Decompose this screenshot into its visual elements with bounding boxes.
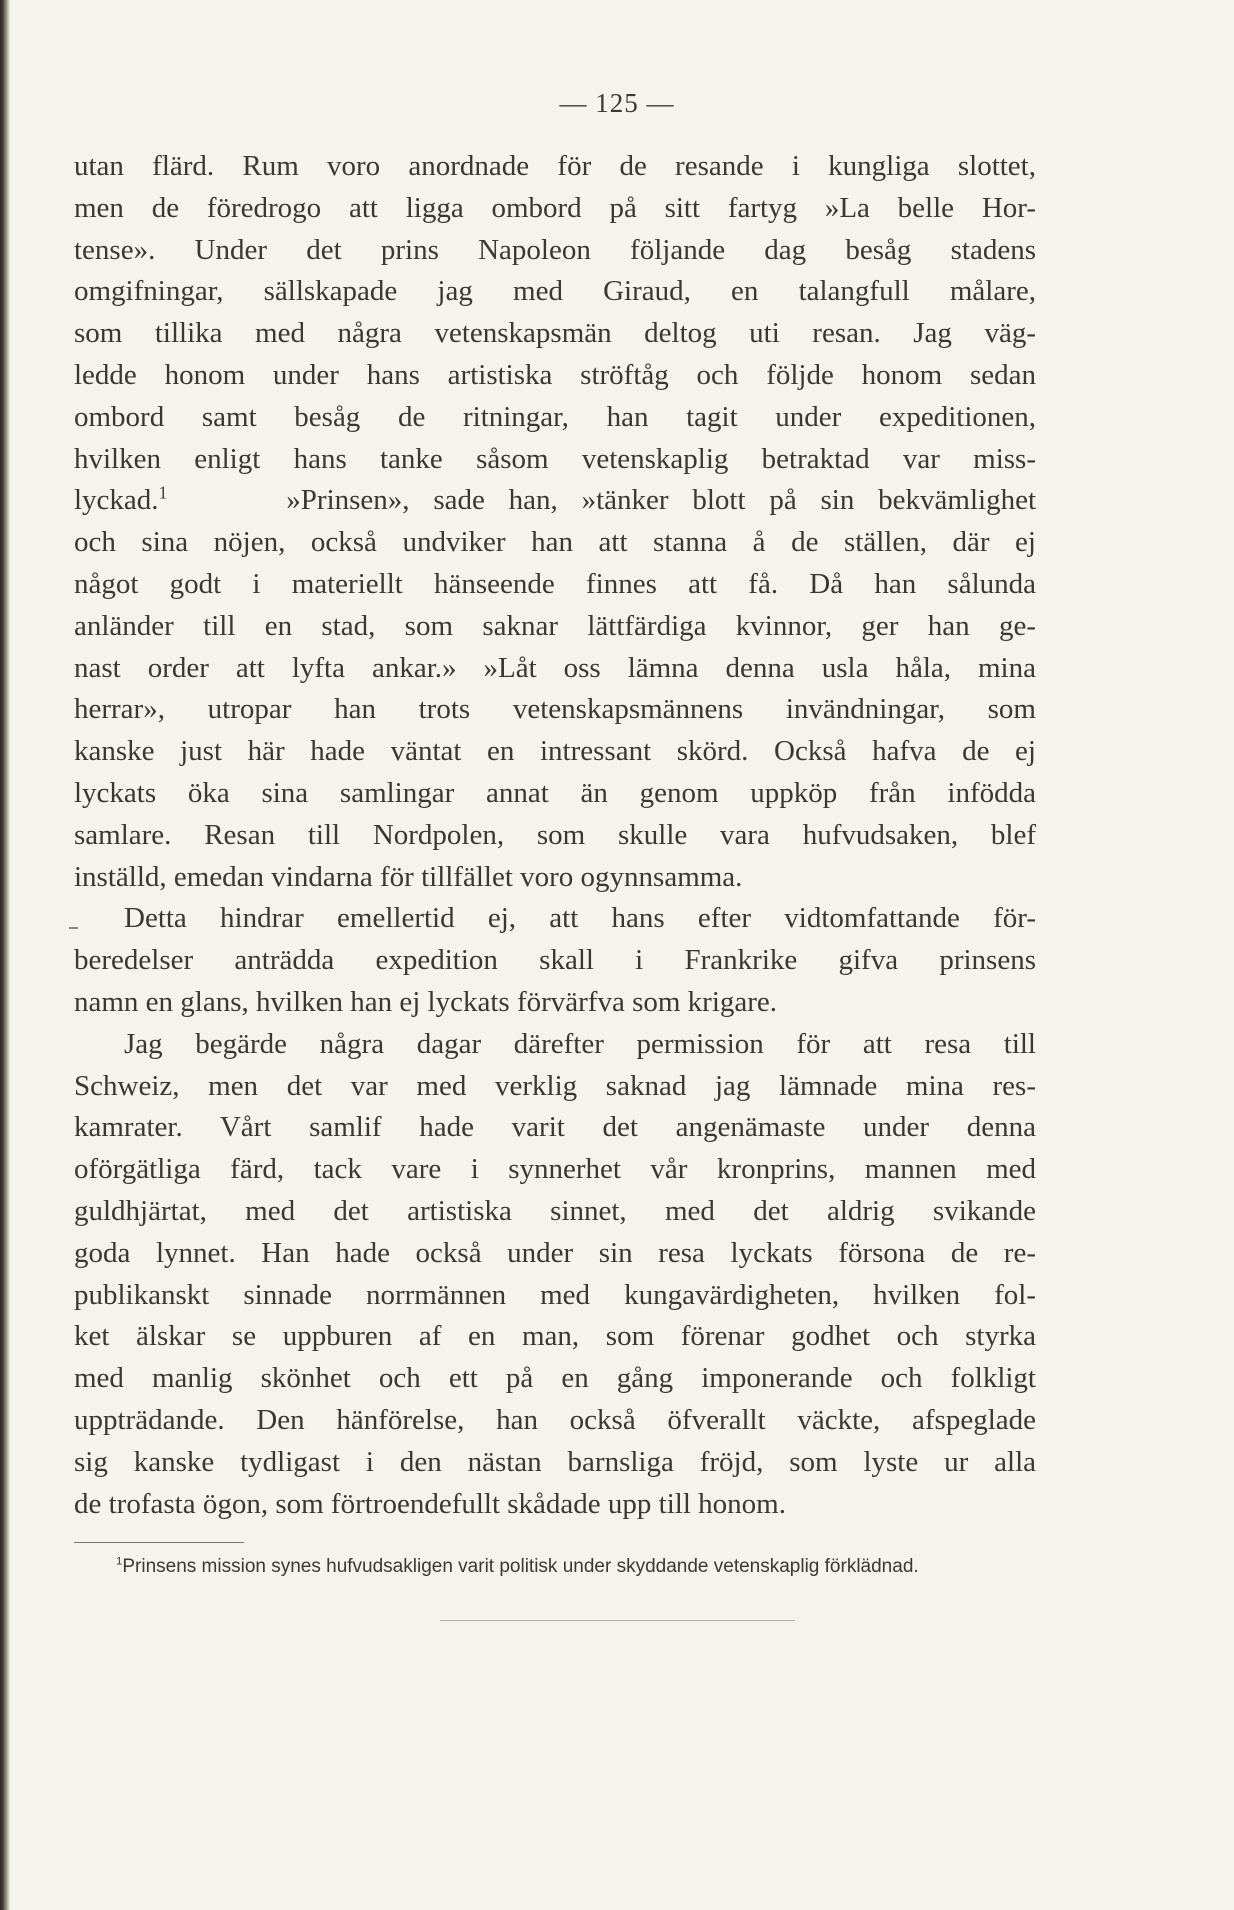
text-line: namn en glans, hvilken han ej lyckats förvärfva som krigare. [74, 985, 778, 1018]
body-text [74, 146, 1036, 1525]
text-line: med manlig skönhet och ett på en gång imponerande och folkligt [74, 1362, 1036, 1395]
text-line: omgifningar, sällskapade jag med Giraud, en talangfull målare, [74, 275, 1036, 308]
bottom-divider [440, 1620, 795, 1621]
text-line: nast order att lyfta ankar.» »Låt oss lämna denna usla håla, mina [74, 651, 1036, 684]
text-line: lyckats öka sina samlingar annat än genom uppköp från infödda [74, 776, 1036, 809]
text-line: de trofasta ögon, som förtroendefullt skådade upp till honom. [74, 1487, 786, 1520]
text-line: guldhjärtat, med det artistiska sinnet, med det aldrig svikande [74, 1194, 1036, 1227]
footnote-text: Prinsens mission synes hufvudsakligen varit politisk under skyddande vetenskaplig förklädnad. [122, 1556, 919, 1577]
text-line: uppträdande. Den hänförelse, han också öfverallt väckte, afspeglade [74, 1403, 1036, 1436]
text-line: samlare. Resan till Nordpolen, som skulle vara hufvudsaken, blef [74, 818, 1036, 851]
text-line: herrar», utropar han trots vetenskapsmännens invändningar, som [74, 693, 1036, 726]
text-line: sig kanske tydligast i den nästan barnsliga fröjd, som lyste ur alla [74, 1445, 1036, 1478]
text-line: tense». Under det prins Napoleon följande dag besåg stadens [74, 233, 1036, 266]
text-line: anländer till en stad, som saknar lättfärdiga kvinnor, ger han ge- [74, 609, 1036, 642]
text-line: ket älskar se uppburen af en man, som förenar godhet och styrka [74, 1320, 1036, 1353]
text-line: beredelser anträdda expedition skall i Frankrike gifva prinsens [74, 944, 1036, 977]
text-line: kamrater. Vårt samlif hade varit det angenämaste under denna [74, 1111, 1036, 1144]
margin-mark [69, 927, 78, 929]
text-line: men de föredrogo att ligga ombord på sitt fartyg »La belle Hor- [74, 191, 1036, 224]
text-segment: »Prinsen», sade han, »tänker blott på sin bekvämlighet [286, 484, 1037, 517]
footnote-marker: 1 [116, 1555, 123, 1568]
text-line: ledde honom under hans artistiska ströftåg och följde honom sedan [74, 358, 1036, 391]
binding-edge [0, 0, 10, 1910]
text-line: hvilken enligt hans tanke såsom vetenskaplig betraktad var miss- [74, 442, 1036, 475]
text-line: något godt i materiellt hänseende finnes att få. Då han sålunda [74, 567, 1036, 600]
text-line: som tillika med några vetenskapsmän deltog uti resan. Jag väg- [74, 317, 1036, 350]
text-line: och sina nöjen, också undviker han att stanna å de ställen, där ej [74, 526, 1036, 559]
text-line: ombord samt besåg de ritningar, han tagit under expeditionen, [74, 400, 1036, 433]
text-line: oförgätliga färd, tack vare i synnerhet vår kronprins, mannen med [74, 1153, 1036, 1186]
text-line: utan flärd. Rum voro anordnade för de resande i kungliga slottet, [74, 150, 1036, 182]
footnote-divider [74, 1542, 244, 1543]
footnote [116, 1556, 919, 1578]
text-line-with-footnote-ref [74, 480, 1036, 522]
page-number: — 125 — [559, 88, 675, 118]
text-line: Jag begärde några dagar därefter permission för att resa till [124, 1027, 1036, 1060]
text-line: inställd, emedan vindarna för tillfället voro ogynnsamma. [74, 860, 743, 893]
text-line: Schweiz, men det var med verklig saknad jag lämnade mina res- [74, 1069, 1036, 1102]
text-line: kanske just här hade väntat en intressant skörd. Också hafva de ej [74, 735, 1036, 768]
footnote-reference: 1 [158, 482, 168, 503]
text-line: publikanskt sinnade norrmännen med kungavärdigheten, hvilken fol- [74, 1278, 1036, 1311]
text-line: goda lynnet. Han hade också under sin resa lyckats försona de re- [74, 1236, 1036, 1269]
text-line: Detta hindrar emellertid ej, att hans efter vidtomfattande för- [124, 902, 1036, 935]
text-segment: lyckad. [74, 484, 159, 517]
